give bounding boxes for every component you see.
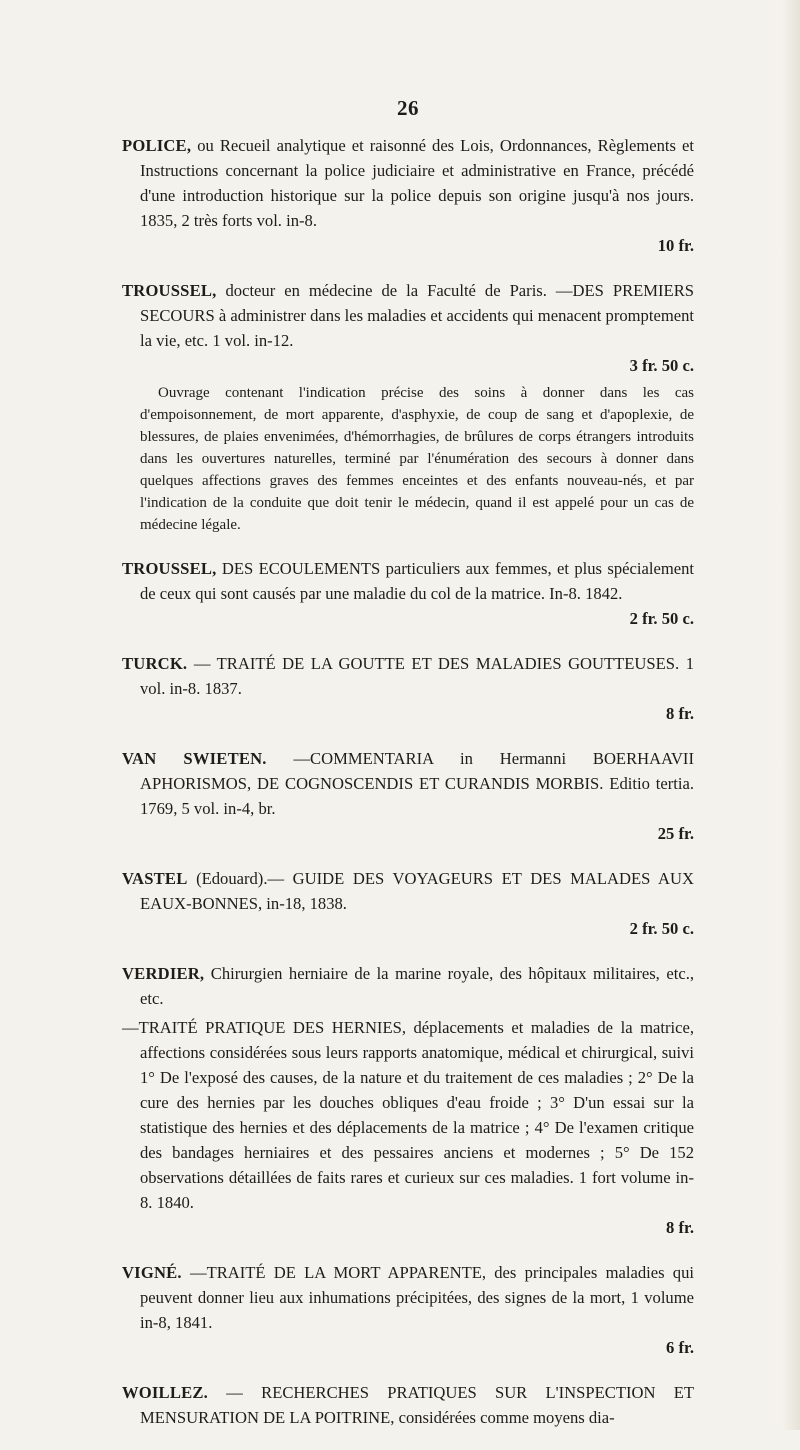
catalog-page [122, 96, 694, 1450]
entry-price: 8 fr. [666, 1218, 694, 1237]
entry-price: 25 fr. [657, 824, 694, 843]
entry-troussel-ecoulements [122, 556, 694, 631]
entry-verdier [122, 961, 694, 1240]
entry-woillez [122, 1380, 694, 1430]
entry-note-text: Ouvrage contenant l'indication précise des soins à donner dans les cas d'empoisonnement, de mort apparente, d'asphyxie, de coup de sang et d'apoplexie, de blessures, de plaies envenimées, d'hémorrhagies, de brûlures de corps étrangers introduits dans les ouvertures naturelles, terminé par l'énumération des secours à donner dans quelques affections graves des femmes enceintes et des enfants nouveau-nés, et par l'indication de la conduite que doit tenir le médecin, quand il est appelé pour un cas de médecine légale. [140, 385, 694, 533]
entry-author: WOILLEZ. [122, 1383, 208, 1402]
entry-price: 2 fr. 50 c. [629, 609, 694, 628]
entry-text: — TRAITÉ DE LA GOUTTE ET DES MALADIES GOUTTEUSES. 1 vol. in-8. 1837. [140, 654, 694, 698]
entry-price: 6 fr. [666, 1338, 694, 1357]
page-edge-shadow [782, 0, 800, 1430]
entry-author: VAN SWIETEN. [122, 749, 267, 768]
entry-author: VASTEL [122, 869, 188, 888]
entry-text: —TRAITÉ DE LA MORT APPARENTE, des principales maladies qui peuvent donner lieu aux inhumations précipitées, des signes de la mort, 1 volume in-8, 1841. [140, 1263, 694, 1332]
entry-text: ou Recueil analytique et raisonné des Lois, Ordonnances, Règlements et Instructions concernant la police judiciaire et administrative en France, précédé d'une introduction historique sur la police depuis son origine jusqu'à nos jours. 1835, 2 très forts vol. in-8. [140, 136, 694, 230]
entry-author: TURCK. [122, 654, 188, 673]
entry-price: 10 fr. [657, 236, 694, 255]
entry-author: VERDIER, [122, 964, 205, 983]
entry-price: 3 fr. 50 c. [629, 356, 694, 375]
entry-vastel [122, 866, 694, 941]
entry-text: — RECHERCHES PRATIQUES SUR L'INSPECTION ET MENSURATION DE LA POITRINE, considérées comme moyens dia- [140, 1383, 694, 1427]
entry-text: DES ECOULEMENTS particuliers aux femmes, et plus spécialement de ceux qui sont causés par une maladie du col de la matrice. In-8. 1842. [140, 559, 694, 603]
entry-van-swieten [122, 746, 694, 846]
entry-price: 2 fr. 50 c. [629, 919, 694, 938]
entry-vigne [122, 1260, 694, 1360]
page-number: 26 [397, 96, 419, 120]
entry-author: VIGNÉ. [122, 1263, 182, 1282]
entry-text: Chirurgien herniaire de la marine royale, des hôpitaux militaires, etc., etc. [140, 964, 694, 1008]
entry-price: 8 fr. [666, 704, 694, 723]
entry-author: TROUSSEL, [122, 281, 217, 300]
entry-troussel-secours [122, 278, 694, 536]
entry-text: —COMMENTARIA in Hermanni BOERHAAVII APHORISMOS, DE COGNOSCENDIS ET CURANDIS MORBIS. Editio tertia. 1769, 5 vol. in-4, br. [140, 749, 694, 818]
entry-police [122, 133, 694, 258]
entry-author: POLICE, [122, 136, 192, 155]
entry-text: docteur en médecine de la Faculté de Paris. —DES PREMIERS SECOURS à administrer dans les maladies et accidents qui menacent promptement la vie, etc. 1 vol. in-12. [140, 281, 694, 350]
entry-continuation: —TRAITÉ PRATIQUE DES HERNIES, déplacements et maladies de la matrice, affections considérées sous leurs rapports anatomique, médical et chirurgical, suivi 1° De l'exposé des causes, de la nature et du traitement de ces maladies ; 2° De la cure des hernies par les douches obliques d'eau froide ; 3° D'un essai sur la statistique des hernies et des déplacements de la matrice ; 4° De l'examen critique des bandages herniaires et des pessaires anciens et modernes ; 5° De 152 observations détaillées de faits rares et curieux sur ces maladies. 1 fort volume in-8. 1840. [122, 1018, 694, 1212]
entry-author: TROUSSEL, [122, 559, 217, 578]
entry-text: (Edouard).— GUIDE DES VOYAGEURS ET DES MALADES AUX EAUX-BONNES, in-18, 1838. [140, 869, 694, 913]
entry-note [122, 382, 694, 536]
entry-turck [122, 651, 694, 726]
